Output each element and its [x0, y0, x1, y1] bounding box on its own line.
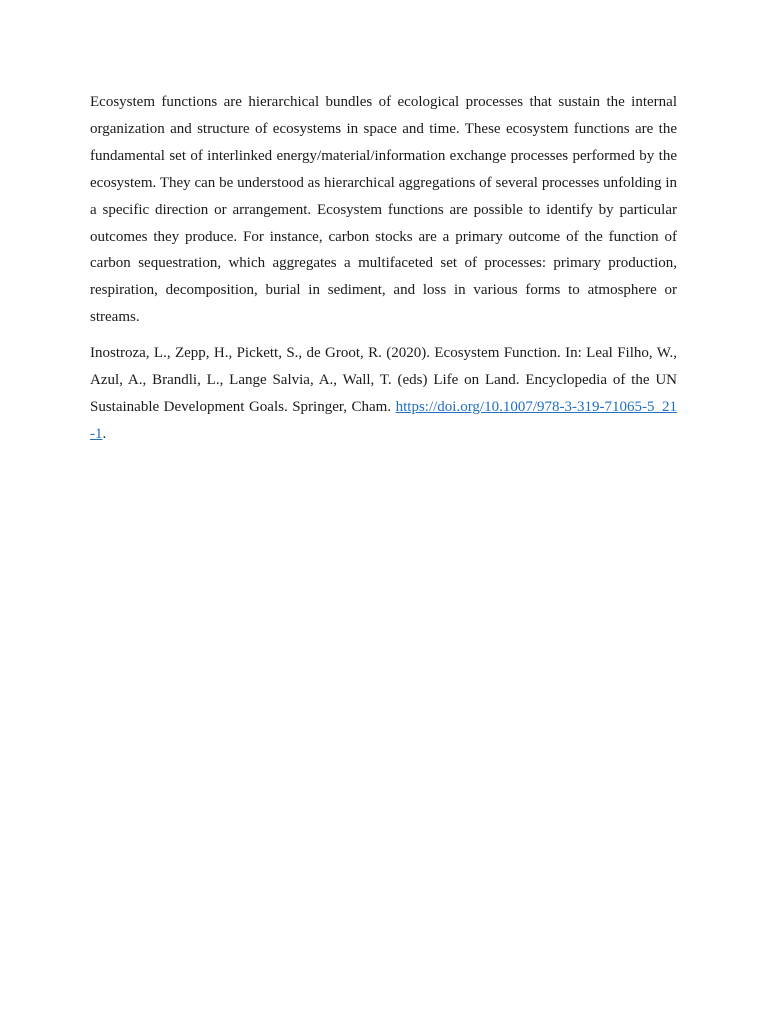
doi-link[interactable]: https://doi.org/10.1007/978-3-319-71065-5_21-1: [90, 398, 677, 442]
document-body: [90, 89, 677, 448]
definition-paragraph: Ecosystem functions are hierarchical bundles of ecological processes that sustain the internal organization and structure of ecosystems in space and time. These ecosystem functions are the fundamental set of interlinked energy/material/information exchange processes performed by the ecosystem. They can be understood as hierarchical aggregations of several processes unfolding in a specific direction or arrangement. Ecosystem functions are possible to identify by particular outcomes they produce. For instance, carbon stocks are a primary outcome of the function of carbon sequestration, which aggregates a multifaceted set of processes: primary production, respiration, decomposition, burial in sediment, and loss in various forms to atmosphere or streams.: [90, 94, 677, 326]
citation-paragraph: [90, 340, 677, 448]
citation-text: Inostroza, L., Zepp, H., Pickett, S., de Groot, R. (2020). Ecosystem Function. In: Leal Filho, W., Azul, A., Brandli, L., Lange Salvia, A., Wall, T. (eds) Life on Land. Encyclopedia of the UN Sustainable Development Goals. Springer, Cham.: [90, 345, 677, 415]
citation-trailing-period: .: [102, 425, 107, 442]
